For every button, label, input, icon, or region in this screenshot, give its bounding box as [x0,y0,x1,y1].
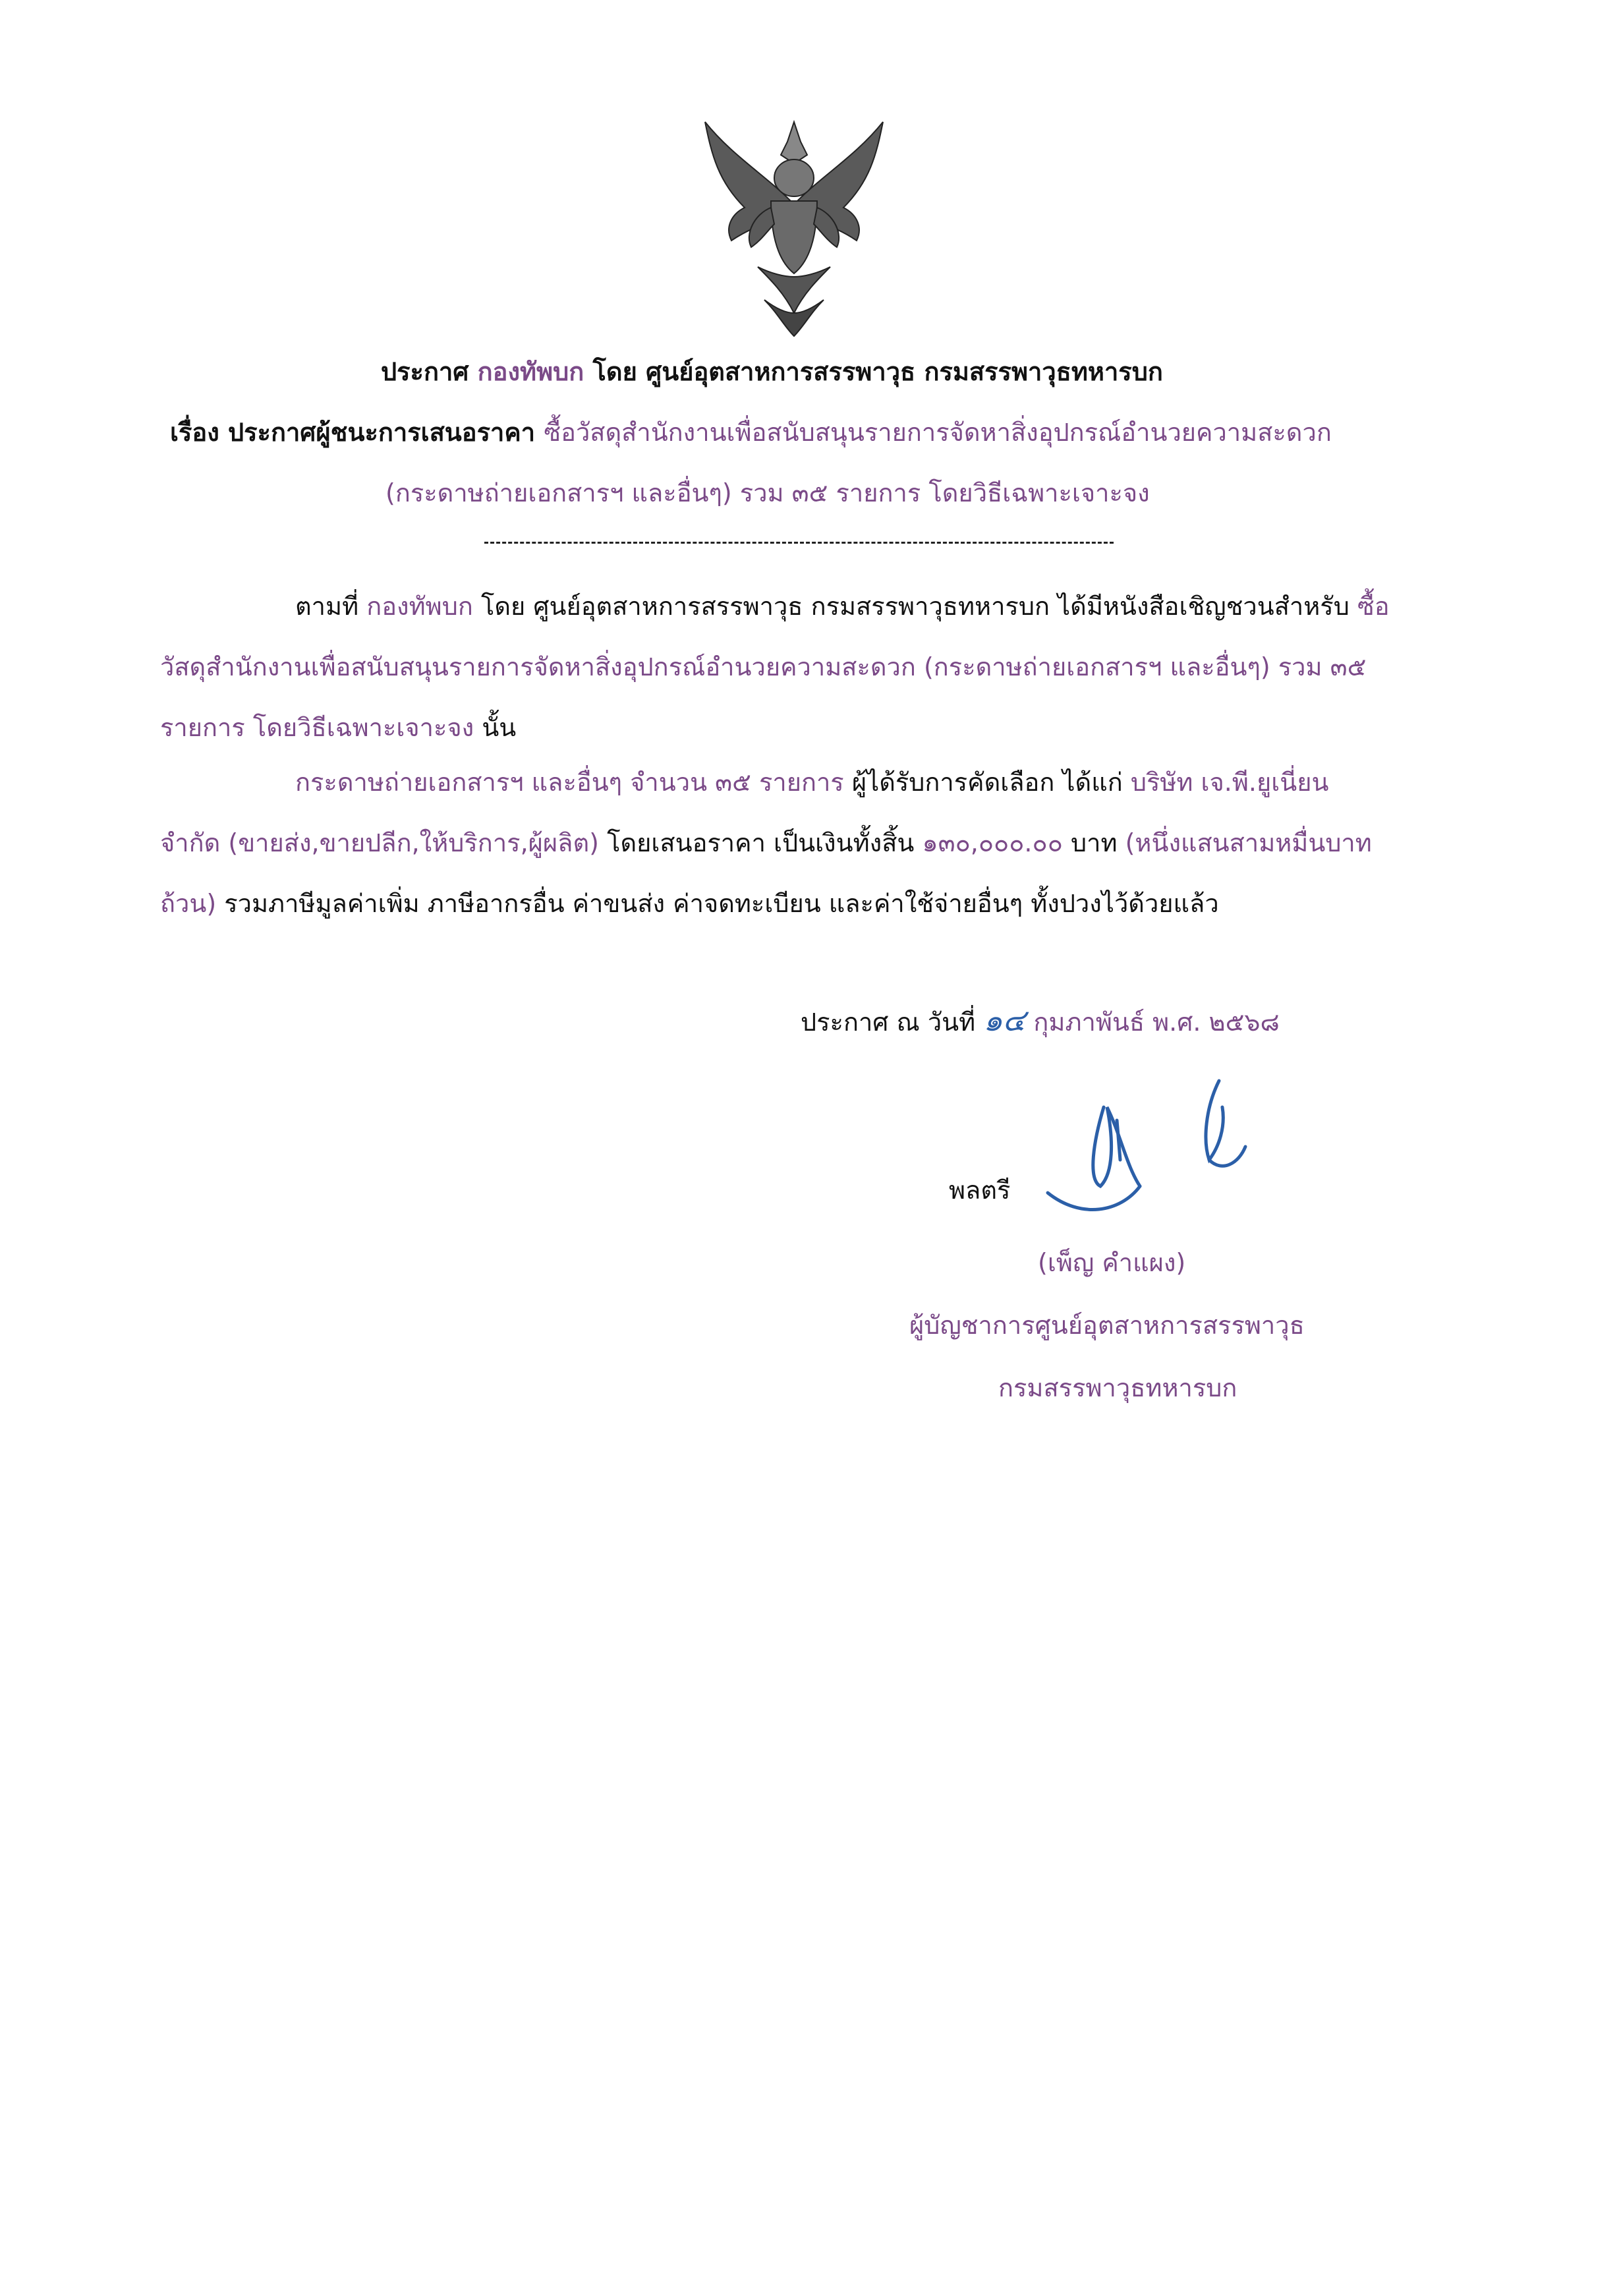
subject-line [170,418,1332,448]
company-name: จำกัด (ขายส่ง,ขายปลีก,ให้บริการ,ผู้ผลิต) [160,828,599,857]
subject-label: เรื่อง ประกาศผู้ชนะการเสนอราคา [170,418,536,447]
issuing-unit: โดย ศูนย์อุตสาหการสรรพาวุธ กรมสรรพาวุธทหารบก [592,357,1163,386]
text: ตามที่ [295,592,359,621]
signer-rank [949,1170,1010,1210]
date-label: ประกาศ ณ วันที่ [801,1008,976,1037]
text: พลตรี [949,1176,1011,1205]
text: ผู้บัญชาการศูนย์อุตสาหการสรรพาวุธ [909,1311,1305,1340]
text: โดย ศูนย์อุตสาหการสรรพาวุธ กรมสรรพาวุธทหารบก ได้มีหนังสือเชิญชวนสำหรับ [480,592,1349,621]
subject-text: ซื้อวัสดุสำนักงานเพื่อสนับสนุนรายการจัดหาสิ่งอุปกรณ์อำนวยความสะดวก [544,418,1332,447]
amount-in-words: ถ้วน) [160,889,217,918]
text: กระดาษถ่ายเอกสารฯ และอื่นๆ จำนวน ๓๕ รายการ [295,768,844,797]
separator-line [484,542,1114,544]
organization-name: กองทัพบก [366,592,473,621]
text: นั้น [482,713,517,742]
company-name: บริษัท เจ.พี.ยูเนี่ยน [1130,768,1329,797]
text: (เพ็ญ คำแผง) [1038,1248,1186,1277]
signer-position [909,1305,1305,1345]
date-month-year: กุมภาพันธ์ พ.ศ. ๒๕๖๘ [1033,1008,1280,1037]
text: ซื้อ [1357,592,1390,621]
subject-continuation [385,478,1150,509]
text: บาท [1070,828,1118,857]
announcement-date [801,996,1280,1045]
paragraph-1-line-3 [160,713,516,743]
handwritten-signature [1041,1068,1259,1226]
garuda-emblem-icon [692,115,896,339]
text: โดยเสนอราคา เป็นเงินทั้งสิ้น [607,828,915,857]
announcement-title [381,357,1163,387]
paragraph-2-line-2 [160,828,1372,859]
subject-text-continued: (กระดาษถ่ายเอกสารฯ และอื่นๆ) รวม ๓๕ รายการ โดยวิธีเฉพาะเจาะจง [385,478,1150,507]
date-day: ๑๔ [983,1002,1026,1038]
signer-name [1038,1242,1185,1282]
paragraph-1-line-1 [295,592,1390,622]
amount-in-words: (หนึ่งแสนสามหมื่นบาท [1125,828,1372,857]
signer-department [998,1367,1237,1408]
paragraph-2-line-1 [295,768,1328,798]
text: กรมสรรพาวุธทหารบก [998,1373,1237,1402]
paragraph-1-line-2 [160,652,1366,683]
paragraph-2-line-3 [160,889,1219,919]
text: วัสดุสำนักงานเพื่อสนับสนุนรายการจัดหาสิ่งอุปกรณ์อำนวยความสะดวก (กระดาษถ่ายเอกสารฯ และอื่นๆ) รวม ๓๕ [160,652,1367,681]
announcement-label: ประกาศ [381,357,469,386]
amount: ๑๓๐,๐๐๐.๐๐ [922,828,1063,857]
text: ผู้ได้รับการคัดเลือก ได้แก่ [851,768,1123,797]
text: รายการ โดยวิธีเฉพาะเจาะจง [160,713,474,742]
organization-name: กองทัพบก [477,357,584,386]
text: รวมภาษีมูลค่าเพิ่ม ภาษีอากรอื่น ค่าขนส่ง ค่าจดทะเบียน และค่าใช้จ่ายอื่นๆ ทั้งปวงไว้ด้วยแล้ว [224,889,1219,918]
